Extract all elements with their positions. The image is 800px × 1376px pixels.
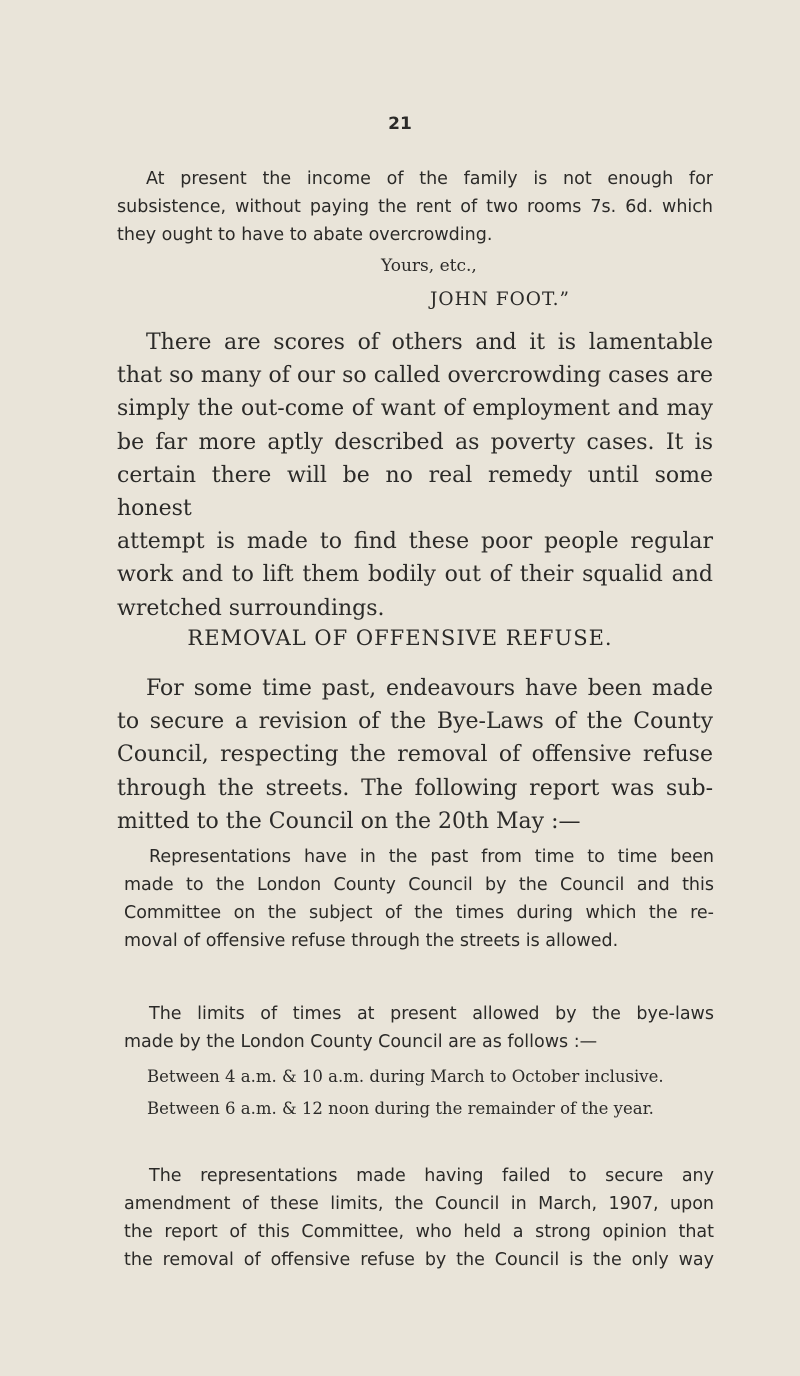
report-line: moval of offensive refuse through the streets is allowed. (124, 931, 619, 951)
text-line: attempt is made to find these poor people regular (117, 529, 713, 555)
report-paragraph-2 (124, 1000, 714, 1056)
limit-line: Between 4 a.m. & 10 a.m. during March to October inclusive. (147, 1067, 664, 1086)
letter-line: subsistence, without paying the rent of two rooms 7s. 6d. which (117, 197, 713, 217)
report-paragraph-3 (124, 1162, 714, 1274)
section-heading: REMOVAL OF OFFENSIVE REFUSE. (187, 626, 613, 650)
text-line: that so many of our so called overcrowding cases are (117, 363, 713, 389)
report-paragraph-1 (124, 843, 714, 955)
report-line: the removal of offensive refuse by the Council is the only way (124, 1250, 714, 1270)
report-line: the report of this Committee, who held a strong opinion that (124, 1222, 714, 1242)
text-line: certain there will be no real remedy until some honest (117, 462, 713, 522)
paragraph-removal (117, 672, 713, 838)
report-line: Committee on the subject of the times during which the re- (124, 903, 714, 923)
text-line: For some time past, endeavours have been made (146, 676, 713, 701)
text-line: through the streets. The following report was sub- (117, 775, 713, 801)
text-line: There are scores of others and it is lamentable (146, 330, 713, 355)
page-number: 21 (388, 114, 412, 134)
letter-closing: Yours, etc., (381, 256, 477, 276)
letter-line: At present the income of the family is not enough for (146, 169, 713, 189)
report-line: The representations made having failed to secure any (149, 1166, 714, 1186)
report-line: made by the London County Council are as follows :— (124, 1032, 598, 1052)
text-line: mitted to the Council on the 20th May :— (117, 808, 581, 834)
limit-line: Between 6 a.m. & 12 noon during the remainder of the year. (147, 1099, 654, 1118)
letter-body (117, 165, 713, 249)
letter-signature: JOHN FOOT.” (430, 289, 570, 310)
paragraph-poverty (117, 326, 713, 625)
time-limits (147, 1061, 713, 1125)
report-line: Representations have in the past from time to time been (149, 847, 714, 867)
text-line: to secure a revision of the Bye-Laws of the County (117, 709, 713, 735)
text-line: Council, respecting the removal of offensive refuse (117, 742, 713, 768)
text-line: simply the out-come of want of employment and may (117, 396, 713, 422)
report-line: amendment of these limits, the Council in March, 1907, upon (124, 1194, 714, 1214)
text-line: work and to lift them bodily out of their squalid and (117, 562, 713, 588)
report-line: made to the London County Council by the Council and this (124, 875, 714, 895)
report-line: The limits of times at present allowed by the bye-laws (149, 1004, 714, 1024)
text-line: be far more aptly described as poverty cases. It is (117, 429, 713, 455)
text-line: wretched surroundings. (117, 595, 385, 621)
letter-line: they ought to have to abate overcrowding. (117, 225, 493, 245)
